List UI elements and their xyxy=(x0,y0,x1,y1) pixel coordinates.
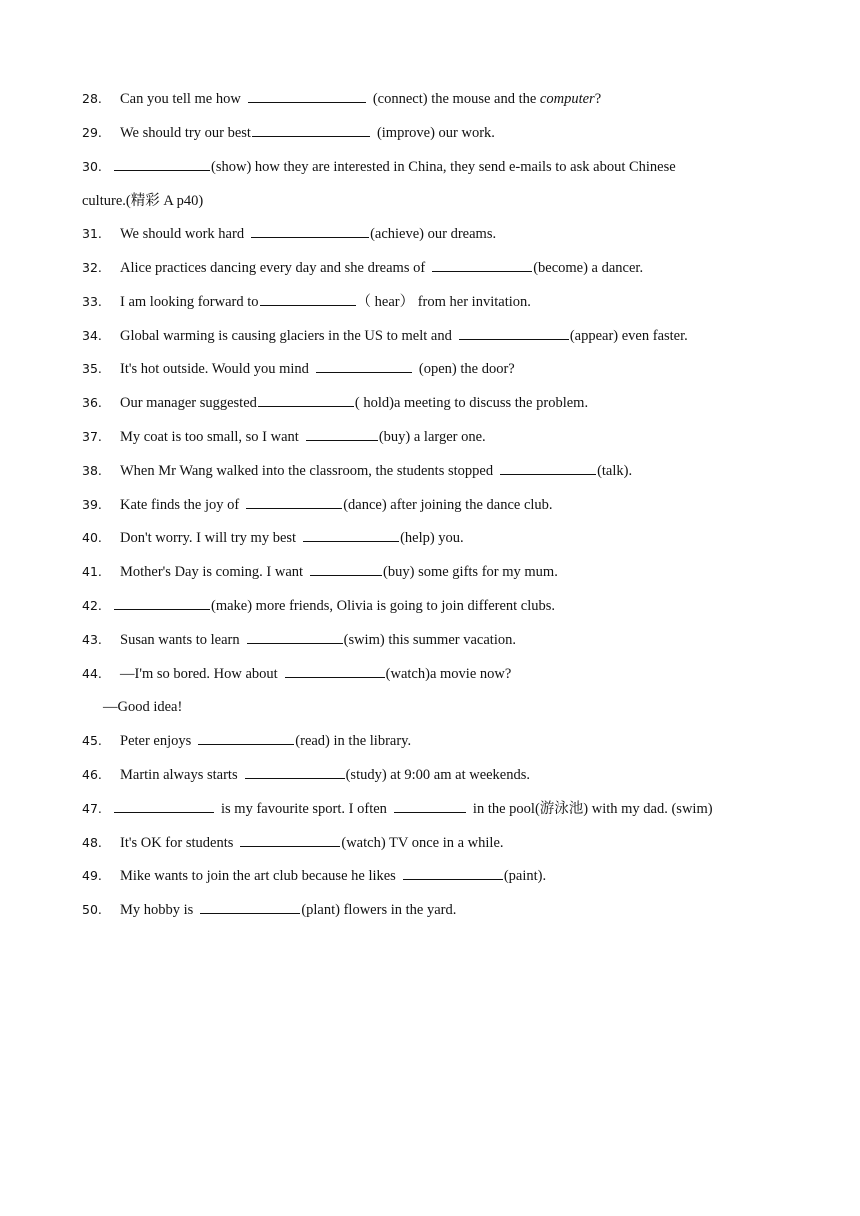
question-text: My hobby is xyxy=(120,902,194,918)
question-number: 30. xyxy=(82,159,102,174)
question-46 xyxy=(82,763,820,787)
question-44 xyxy=(82,662,820,686)
question-number: 40. xyxy=(82,530,102,545)
question-number: 49. xyxy=(82,868,102,883)
question-number: 36. xyxy=(82,395,102,410)
question-text: Don't worry. I will try my best xyxy=(120,530,297,546)
question-43 xyxy=(82,628,820,652)
question-text-italic: computer xyxy=(539,91,595,107)
question-number: 50. xyxy=(82,902,102,917)
question-number: 43. xyxy=(82,632,102,647)
question-text: We should work hard xyxy=(120,226,245,242)
question-text: (paint). xyxy=(503,868,547,884)
answer-blank[interactable] xyxy=(403,864,503,880)
answer-blank[interactable] xyxy=(285,662,385,678)
question-text: (make) more friends, Olivia is going to join different clubs. xyxy=(211,598,556,614)
question-text: —I'm so bored. How about xyxy=(120,666,278,682)
question-45 xyxy=(82,729,820,753)
question-text: (buy) some gifts for my mum. xyxy=(383,564,558,580)
question-text: —Good idea! xyxy=(103,699,183,715)
question-text: (show) how they are interested in China, they send e-mails to ask about Chinese xyxy=(211,159,676,175)
question-48 xyxy=(82,831,820,855)
question-text: I am looking forward to xyxy=(120,294,259,310)
answer-blank[interactable] xyxy=(114,797,214,813)
question-29 xyxy=(82,121,820,145)
answer-blank[interactable] xyxy=(114,155,210,171)
question-text: (dance) after joining the dance club. xyxy=(343,497,553,513)
question-39 xyxy=(82,493,820,517)
question-49 xyxy=(82,864,820,888)
question-text: Our manager suggested xyxy=(120,395,257,411)
answer-blank[interactable] xyxy=(252,121,370,137)
question-text: (connect) the mouse and the xyxy=(372,91,540,107)
question-text: (buy) a larger one. xyxy=(378,429,486,445)
answer-blank[interactable] xyxy=(245,763,345,779)
question-34 xyxy=(82,324,820,348)
question-text: (help) you. xyxy=(400,530,464,546)
answer-blank[interactable] xyxy=(198,729,294,745)
question-number: 33. xyxy=(82,294,102,309)
question-47 xyxy=(82,797,820,821)
question-number: 38. xyxy=(82,463,102,478)
question-number: 35. xyxy=(82,361,102,376)
question-text: When Mr Wang walked into the classroom, the students stopped xyxy=(120,463,494,479)
question-text: (improve) our work. xyxy=(376,125,495,141)
answer-blank[interactable] xyxy=(114,594,210,610)
question-text: (watch) TV once in a while. xyxy=(341,835,504,851)
question-37 xyxy=(82,425,820,449)
question-text: in the pool(游泳池) with my dad. (swim) xyxy=(472,801,713,817)
question-text: Peter enjoys xyxy=(120,733,192,749)
answer-blank[interactable] xyxy=(310,560,382,576)
answer-blank[interactable] xyxy=(500,459,596,475)
question-number: 41. xyxy=(82,564,102,579)
question-number: 37. xyxy=(82,429,102,444)
question-text: (watch)a movie now? xyxy=(385,666,512,682)
question-text: (achieve) our dreams. xyxy=(370,226,497,242)
answer-blank[interactable] xyxy=(260,290,356,306)
question-32 xyxy=(82,256,820,280)
question-50 xyxy=(82,898,820,922)
question-33 xyxy=(82,290,820,314)
answer-blank[interactable] xyxy=(306,425,378,441)
question-number: 32. xyxy=(82,260,102,275)
answer-blank[interactable] xyxy=(459,324,569,340)
question-38 xyxy=(82,459,820,483)
question-number: 46. xyxy=(82,767,102,782)
question-text: (study) at 9:00 am at weekends. xyxy=(345,767,531,783)
question-text: (appear) even faster. xyxy=(569,328,688,344)
question-35 xyxy=(82,357,820,381)
question-text: We should try our best xyxy=(120,125,251,141)
question-text: (talk). xyxy=(597,463,633,479)
question-number: 48. xyxy=(82,835,102,850)
question-40 xyxy=(82,526,820,550)
question-number: 34. xyxy=(82,328,102,343)
question-number: 28. xyxy=(82,91,102,106)
question-30-continued xyxy=(82,189,820,213)
answer-blank[interactable] xyxy=(247,628,343,644)
question-number: 42. xyxy=(82,598,102,613)
question-41 xyxy=(82,560,820,584)
question-text: It's hot outside. Would you mind xyxy=(120,361,309,377)
question-number: 44. xyxy=(82,666,102,681)
question-text: Mike wants to join the art club because he likes xyxy=(120,868,396,884)
question-text: culture.(精彩 A p40) xyxy=(82,193,204,209)
question-text: is my favourite sport. I often xyxy=(221,801,387,817)
question-36 xyxy=(82,391,820,415)
question-text: Global warming is causing glaciers in the US to melt and xyxy=(120,328,452,344)
question-text: (plant) flowers in the yard. xyxy=(301,902,457,918)
question-text: (open) the door? xyxy=(418,361,515,377)
question-text: (read) in the library. xyxy=(295,733,412,749)
question-number: 31. xyxy=(82,226,102,241)
question-30 xyxy=(82,155,820,179)
question-text: Kate finds the joy of xyxy=(120,497,240,513)
question-42 xyxy=(82,594,820,618)
answer-blank[interactable] xyxy=(394,797,466,813)
question-text: ( hold)a meeting to discuss the problem. xyxy=(354,395,589,411)
question-text: ? xyxy=(594,91,602,107)
question-text: （ hear） from her invitation. xyxy=(356,294,531,310)
question-text: Martin always starts xyxy=(120,767,238,783)
answer-blank[interactable] xyxy=(432,256,532,272)
answer-blank[interactable] xyxy=(303,526,399,542)
question-number: 29. xyxy=(82,125,102,140)
question-text: Mother's Day is coming. I want xyxy=(120,564,304,580)
question-44-reply xyxy=(103,695,820,719)
question-28 xyxy=(82,87,820,111)
question-text: My coat is too small, so I want xyxy=(120,429,299,445)
question-number: 47. xyxy=(82,801,102,816)
answer-blank[interactable] xyxy=(246,493,342,509)
answer-blank[interactable] xyxy=(251,222,369,238)
question-number: 39. xyxy=(82,497,102,512)
question-text: Can you tell me how xyxy=(120,91,241,107)
answer-blank[interactable] xyxy=(200,898,300,914)
question-text: It's OK for students xyxy=(120,835,234,851)
answer-blank[interactable] xyxy=(316,357,412,373)
answer-blank[interactable] xyxy=(258,391,354,407)
question-31 xyxy=(82,222,820,246)
question-text: (become) a dancer. xyxy=(533,260,644,276)
question-text: (swim) this summer vacation. xyxy=(343,632,516,648)
question-text: Susan wants to learn xyxy=(120,632,240,648)
answer-blank[interactable] xyxy=(248,87,366,103)
question-number: 45. xyxy=(82,733,102,748)
answer-blank[interactable] xyxy=(240,831,340,847)
question-text: Alice practices dancing every day and she dreams of xyxy=(120,260,426,276)
